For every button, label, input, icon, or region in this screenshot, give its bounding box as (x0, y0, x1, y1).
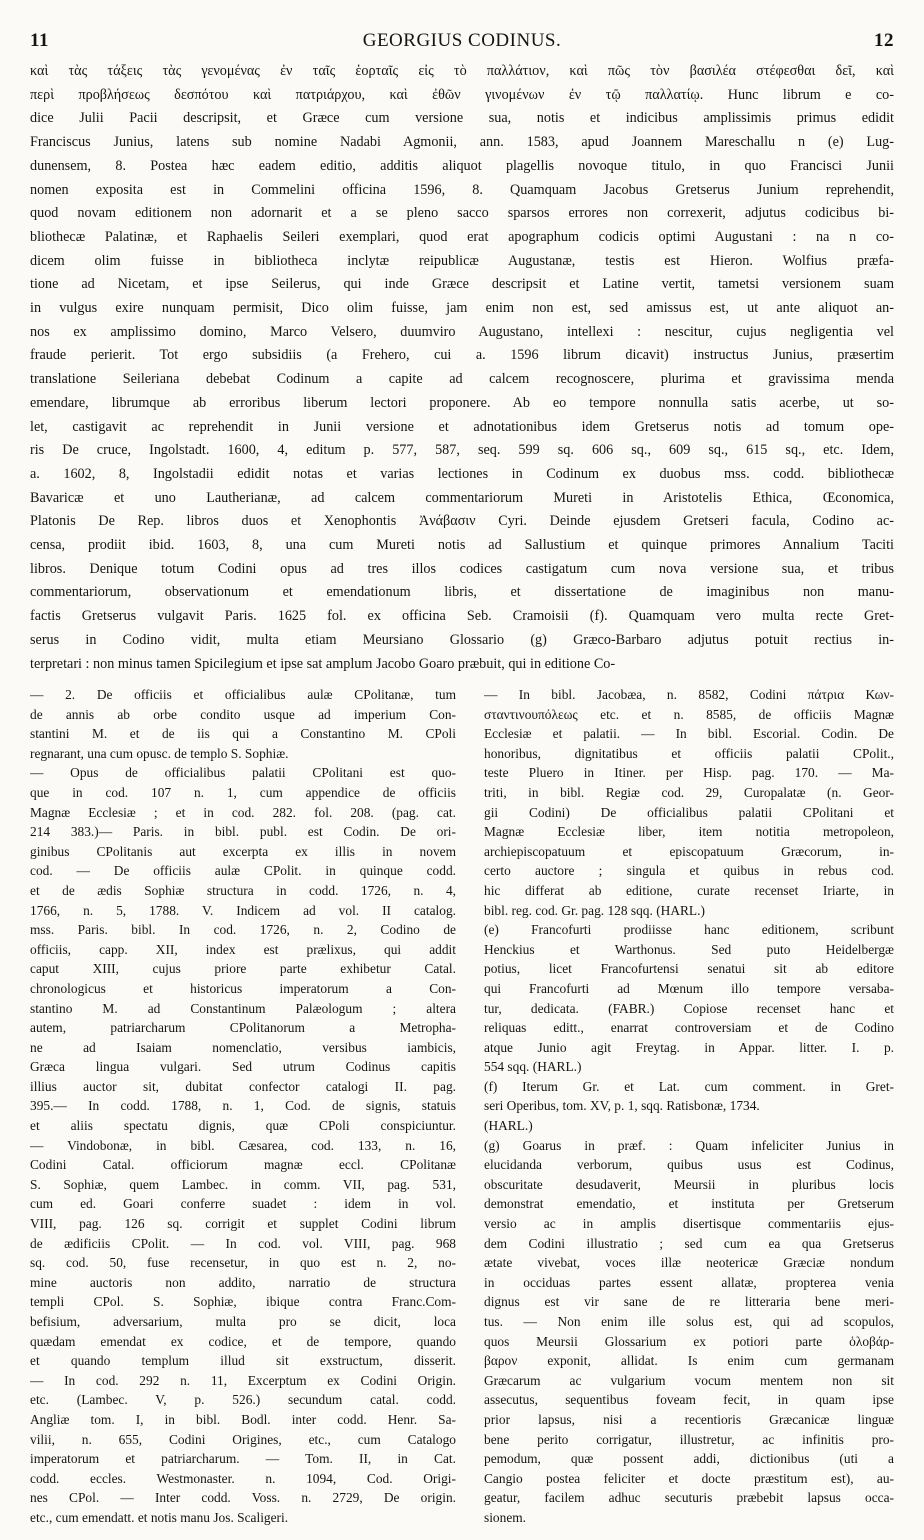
left-column-line: — 2. De officiis et officialibus aulæ CPolitanæ, tum (30, 687, 456, 702)
text-line: Bavaricæ et uno Lautherianæ, ad calcem commentariorum Mureti in Aristotelis Ethica, Œconomica, (30, 489, 894, 506)
left-column-line: regnarant, una cum opusc. de templo S. Sophiæ. (30, 745, 289, 761)
text-line: fraude perierit. Tot ergo subsidiis (a Frehero, cui a. 1596 librum dicavit) instructus Junius, præsertim (30, 347, 894, 364)
right-column-line: bene perito corrigatur, illustretur, ac infinitis pro- (484, 1431, 894, 1447)
right-column-line: tus. — Non enim ille solus est, qui ad scopulos, (484, 1314, 894, 1329)
text-line: tione ad Nicetam, et ipse Seilerus, qui inde Græce descripsit et Latine vertit, tametsi versionem suam (30, 276, 894, 293)
left-column-line: de annis ab orbe condito usque ad imperium Con- (30, 706, 456, 722)
left-column-line: et de ædis Sophiæ structura in codd. 1726, n. 4, (30, 882, 456, 898)
left-column-line: stantini M. et de iis qui a Constantino M. CPoli (30, 726, 456, 742)
left-column-line: Magnæ Ecclesiæ ; et in cod. 282. fol. 208. (pag. cat. (30, 804, 456, 820)
left-column-line: VIII, pag. 126 sq. corrigit et supplet Codini librum (30, 1216, 456, 1232)
right-column-line: — In bibl. Jacobæa, n. 8582, Codini πάτρια Κων- (484, 687, 894, 702)
right-column-line: Cangio postea feliciter et docte præstitum est), au- (484, 1470, 894, 1486)
left-column-line: vilii, n. 655, Codini Origines, etc., cum Catalogo (30, 1431, 456, 1447)
text-line: factis Gretserus vulgavit Paris. 1625 fol. ex officina Seb. Cramoisii (f). Quamquam vero multa recte Gret- (30, 608, 894, 625)
left-column-line: et aliis spectatu dignis, quæ CPoli conspiciuntur. (30, 1118, 456, 1134)
right-column-line: (e) Francofurti prodiisse hanc editionem, scribunt (484, 922, 894, 938)
text-line: quod novam editionem non adornarit et a se pleno sacco sparsos errores non correxerit, adjutus codicibus bi- (30, 205, 894, 222)
text-line: dice Julii Pacii descripsit, et Græce cum versione sua, notis et indicibus amplissimis primus edidit (30, 110, 894, 127)
right-column-line: gii Codini) De officialibus palatii CPolitani et (484, 804, 894, 820)
left-column-line: etc. (Lambec. V, p. 526.) secundum catal. codd. (30, 1392, 456, 1408)
right-column-line: (HARL.) (484, 1118, 533, 1134)
text-line: περὶ προβλήσεως δεσπότου καὶ πατριάρχου, καὶ ἐθῶν γινομένων ἐν τῷ παλλατίῳ. Hunc librum e co- (30, 86, 894, 103)
text-line: Franciscus Junius, latens sub nomine Nadabi Agmonii, ann. 1583, apud Joannem Mareschallu n (e) Lug- (30, 134, 894, 151)
text-line: Platonis De Rep. libros duos et Xenophontis Ἀνάβασιν Cyri. Deinde ejusdem Gretseri facula, Codino ac- (30, 513, 894, 530)
page-number-left: 11 (30, 30, 49, 51)
left-column-line: illius auctor sit, dubitat confector catalogi II. pag. (30, 1078, 456, 1094)
text-line: censa, prodiit ibid. 1603, 8, una cum Mureti notis ad Sallustium et quinque primores Annalium Taciti (30, 537, 894, 554)
text-line: libros. Denique totum Codini opus ad tres illos codices castigatum cum nova versione sua, et tribus (30, 560, 894, 577)
right-column-line: archiepiscopatuum et episcopatuum Græcorum, in- (484, 843, 894, 859)
left-column-line: Codini Catal. officiorum magnæ eccl. CPolitanæ (30, 1157, 456, 1173)
right-column-line: teste Pluero in Itiner. per Hisp. pag. 170. — Ma- (484, 765, 894, 781)
left-column-line: Angliæ tom. I, in bibl. Bodl. inter codd. Henr. Sa- (30, 1411, 456, 1427)
left-column-line: ne ad Isaiam nomenclatio, versibus iambicis, (30, 1039, 456, 1055)
text-line: in vulgus exire nunquam permisit, Dico olim fuisse, jam enim non est, sed amissus est, ut ante aliquot an- (30, 300, 894, 317)
left-column-line: ginibus CPolitanis aut excerpta ex illis in novem (30, 843, 456, 859)
left-column-line: 214 383.)— Paris. in bibl. publ. est Codin. De ori- (30, 824, 456, 840)
left-column-line: nes CPol. — Inter codd. Voss. n. 2729, De origin. (30, 1490, 456, 1506)
left-column-line: befisium, adversarium, multa pro se dicit, loca (30, 1314, 456, 1329)
left-column-line: mss. Paris. bibl. In cod. 1726, n. 2, Codino de (30, 922, 456, 938)
left-column-line: sq. cod. 50, fuse recensetur, in quo est n. 2, no- (30, 1255, 456, 1271)
text-line: translatione Seileriana debebat Codinum a capite ad calcem recognoscere, plurima et gravissima menda (30, 371, 894, 388)
right-column-line: (f) Iterum Gr. et Lat. cum comment. in Gret- (484, 1078, 894, 1094)
right-column-line: assecutus, sequentibus foveam fecit, in quam ipse (484, 1392, 894, 1408)
text-line: nomen exposita est in Commelini officina 1596, 8. Quamquam Jacobus Gretserus Junium reprehendit, (30, 181, 894, 198)
right-column (484, 685, 894, 1528)
right-column-line: geatur, facilem adhuc secuturis præbebit lapsus occa- (484, 1490, 894, 1506)
text-line: commentariorum, observationum et emendationum libris, et dissertatione de imaginibus non manu- (30, 584, 894, 601)
left-column-line: autem, patriarcharum CPolitanorum a Metropha- (30, 1020, 456, 1036)
right-column-line: in occiduas partes essent allatæ, propterea venia (484, 1274, 894, 1290)
left-column-line: — Opus de officialibus palatii CPolitani est quo- (30, 765, 456, 781)
right-column-line: seri Operibus, tom. XV, p. 1, sqq. Ratisbonæ, 1734. (484, 1098, 760, 1114)
right-column-line: elucidanda verborum, quibus usus est Codinus, (484, 1157, 894, 1173)
right-column-line: (g) Goarus in præf. : Quam infeliciter Junius in (484, 1137, 894, 1153)
main-text-block (30, 60, 894, 676)
left-column (30, 685, 456, 1528)
left-column-line: caput XIII, cujus priore parte exhibetur Catal. (30, 961, 456, 977)
left-column-line: quædam emendat ex codice, et de tempore, quando (30, 1333, 456, 1349)
left-column-line: etc., cum emendatt. et notis manu Jos. Scaligeri. (30, 1509, 289, 1525)
left-column-line: cum ed. Goari conferre suadet : idem in vol. (30, 1196, 456, 1212)
right-column-line: quos Meursii Glossarium ex potiori parte ὁλοβάρ- (484, 1333, 894, 1349)
right-column-line: ætate vivebat, voces illæ neotericæ Græciæ nondum (484, 1255, 894, 1271)
left-column-line: templi CPol. S. Sophiæ, ibique contra Franc.Com- (30, 1294, 456, 1310)
right-column-line: dem Codini illustratio ; sed cum ea qua Gretserus (484, 1235, 894, 1251)
right-column-line: 554 sqq. (HARL.) (484, 1059, 582, 1075)
text-line: καὶ τὰς τάξεις τὰς γενομένας ἐν ταῖς ἑορταῖς εἰς τὸ παλλάτιον, καὶ πῶς τὸν βασιλέα στέφεσθαι δεῖ, καὶ (30, 63, 894, 79)
left-column-line: cod. — De officiis aulæ CPolit. in quinque codd. (30, 863, 456, 879)
right-column-line: obscuritate desudaverit, Meursii in pluribus locis (484, 1176, 894, 1192)
left-column-line: et quando templum illud sit exstructum, disserit. (30, 1353, 456, 1369)
left-column-line: — In cod. 292 n. 11, Excerptum ex Codini Origin. (30, 1372, 456, 1388)
right-column-line: Græcarum ac vulgarium vocum mentem non sit (484, 1372, 894, 1388)
left-column-line: Græca lingua vulgari. Sed utrum Codinus capitis (30, 1059, 456, 1075)
page-number-right: 12 (874, 30, 894, 51)
text-line: emendare, librumque ab erroribus liberum lectori proponere. Ab eo tempore nonnulla satis acerbe, ut so- (30, 394, 894, 411)
right-column-line: qui Francofurti ad Mœnum illo tempore versaba- (484, 980, 894, 996)
left-column-line: chronologicus et historicus imperatorum a Con- (30, 980, 456, 996)
right-column-line: Ecclesiæ et palatii. — In bibl. Escorial. Codin. De (484, 726, 894, 742)
text-line: nos ex amplissimo domino, Marco Velsero, duumviro Augustano, intellexi : nescitur, cujus negligentia vel (30, 323, 894, 340)
left-column-line: officiis, capp. XII, index est prælixus, qui addit (30, 941, 456, 957)
running-title: GEORGIUS CODINUS. (362, 30, 562, 51)
text-line: ris De cruce, Ingolstadt. 1600, 4, editum p. 577, 587, seq. 599 sq. 606 sq., 609 sq., 615 sq., etc. Idem, (30, 442, 894, 459)
page-header (30, 30, 894, 54)
right-column-line: pemodum, quæ possent addi, dictionibus (uti a (484, 1451, 894, 1467)
right-column-line: tur, dedicata. (FABR.) Copiose recenset hanc et (484, 1000, 894, 1016)
right-column-line: demonstrat emendatio, et instituta per Gretserum (484, 1196, 894, 1212)
left-column-line: — Vindobonæ, in bibl. Cæsarea, cod. 133, n. 16, (30, 1137, 456, 1153)
right-column-line: Magnæ Ecclesiæ liber, item notitia metropoleon, (484, 824, 894, 840)
right-column-line: hic differat ab editione, curate recenset Iriarte, in (484, 882, 894, 898)
right-column-line: atque Junio agit Freytag. in Appar. litter. I. p. (484, 1039, 894, 1055)
right-column-line: potius, licet Francofurtensi senatui sit ab editore (484, 961, 894, 977)
text-line: dicem olim fuisse in bibliotheca inclytæ reipublicæ Augustanæ, testis est Hieron. Wolfius præfa- (30, 252, 894, 269)
left-column-line: que in cod. 107 n. 1, cum appendice de officiis (30, 784, 456, 800)
left-column-line: de ædificiis CPolit. — In cod. vol. VIII, pag. 968 (30, 1235, 456, 1251)
left-column-line: S. Sophiæ, quem Lambec. in comm. VII, pag. 531, (30, 1176, 456, 1192)
left-column-line: stantino M. ad Constantinum Palæologum ; altera (30, 1000, 456, 1016)
right-column-line: honoribus, dignitatibus et officiis palatii CPolit., (484, 745, 894, 761)
text-line: serus in Codino vidit, multa etiam Meursiano Glossario (g) Græco-Barbaro adjutus potuit rectius in- (30, 631, 894, 648)
right-column-line: bibl. reg. cod. Gr. pag. 128 sqq. (HARL.) (484, 902, 705, 918)
left-column-line: mine auctoris non addito, narratio de structura (30, 1274, 456, 1290)
right-column-line: prior lapsus, nisi a recentioris Græcanicæ linguæ (484, 1411, 894, 1427)
left-column-line: imperatorum et patriarcharum. — Tom. II, in Cat. (30, 1451, 456, 1467)
right-column-line: sionem. (484, 1509, 527, 1525)
right-column-line: reliquas editt., enarrat controversiam et de Codino (484, 1020, 894, 1036)
right-column-line: triti, in bibl. Regiæ cod. 29, Curopalatæ (n. Geor- (484, 784, 894, 800)
right-column-line: βαρον exponit, allidat. Is enim cum germanam (484, 1353, 894, 1369)
text-line: let, castigavit ac reprehendit in Junii versione et adnotationibus idem Gretserus notis ad tomum ope- (30, 418, 894, 435)
right-column-line: σταντινουπόλεως etc. et n. 8585, de officiis Magnæ (484, 706, 894, 722)
left-column-line: codd. eccles. Westmonaster. n. 1094, Cod. Origi- (30, 1470, 456, 1486)
right-column-line: versio ac in amplis disertisque commentariis ejus- (484, 1216, 894, 1232)
text-line: terpretari : non minus tamen Spicilegium et ipse sat amplum Jacobo Goaro præbuit, qui in editione Co- (30, 655, 616, 672)
text-line: a. 1602, 8, Ingolstadii edidit notas et varias lectiones in Codinum ex duobus mss. codd. bibliothecæ (30, 465, 894, 482)
left-column-line: 395.— In codd. 1788, n. 1, Cod. de signis, statuis (30, 1098, 456, 1114)
right-column-line: Henckius et Warthonus. Sed puto Heidelbergæ (484, 941, 894, 957)
right-column-line: certo auctore ; singula et quibus in rebus cod. (484, 863, 894, 879)
text-line: bliothecæ Palatinæ, et Raphaelis Seileri exemplari, quod erat apographum codicis optimi Augustani : na n co- (30, 228, 894, 245)
left-column-line: 1766, n. 5, 1788. V. Indicem ad vol. II catalog. (30, 902, 456, 918)
text-line: dunensem, 8. Postea hæc eadem editio, additis aliquot plagellis novoque titulo, in quo Francisci Junii (30, 157, 894, 174)
right-column-line: dignus est vir sane de re litteraria bene meri- (484, 1294, 894, 1310)
